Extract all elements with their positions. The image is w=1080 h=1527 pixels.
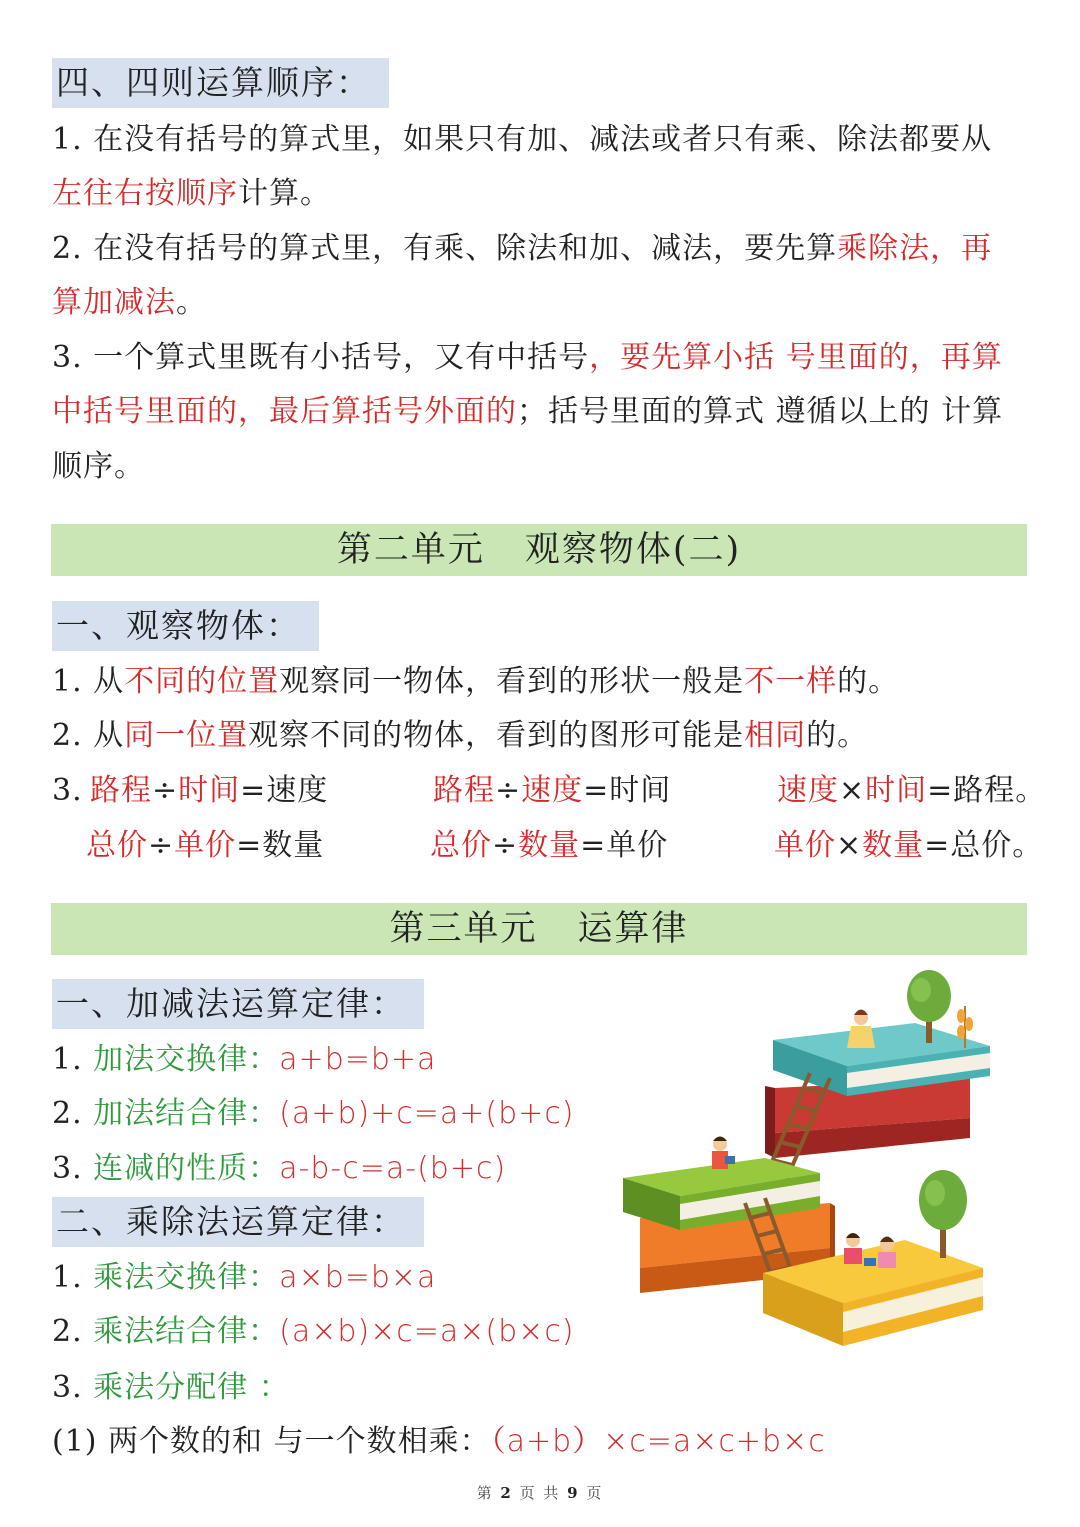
text: 的。 xyxy=(806,718,869,753)
observe-rule-1 xyxy=(52,664,899,700)
text: =时间 xyxy=(583,773,672,808)
text: =单价 xyxy=(580,828,669,863)
text: (1) 两个数的和 与一个数相乘： xyxy=(52,1424,491,1459)
order-rule-3-line-3 xyxy=(52,449,145,485)
order-rule-3-line-1 xyxy=(52,340,1003,376)
law-name: 乘法分配律 ： xyxy=(93,1370,290,1405)
text: 1. 在没有括号的算式里，如果只有加、减法或者只有乘、除法都要从 xyxy=(52,122,993,157)
order-rule-1-line-1 xyxy=(52,122,992,158)
order-rule-1-line-2 xyxy=(52,176,331,212)
highlight-text: 乘除法，再 xyxy=(837,231,993,266)
operator: × xyxy=(836,828,863,863)
text: 的。 xyxy=(837,664,900,699)
law-name: 加法结合律： xyxy=(93,1096,280,1131)
text: =数量 xyxy=(236,828,325,863)
text: 3. xyxy=(52,1151,94,1186)
text: 1. xyxy=(52,1042,94,1077)
text: 2. xyxy=(52,1096,94,1131)
text: 3. 一个算式里既有小括号，又有中括号 xyxy=(52,340,590,375)
tree-icon xyxy=(919,1170,967,1258)
highlight-text: 单价 xyxy=(174,828,237,863)
law-formula: a+b=b+a xyxy=(279,1042,437,1077)
unit-number: 第二单元 xyxy=(336,530,485,570)
text: =速度 xyxy=(240,773,329,808)
law-name: 乘法结合律： xyxy=(93,1314,280,1349)
mul-law-3 xyxy=(52,1370,290,1406)
highlight-text: 速度 xyxy=(521,773,584,808)
operator: ÷ xyxy=(495,773,522,808)
observe-rule-2 xyxy=(52,718,868,754)
add-law-3 xyxy=(52,1151,506,1187)
add-law-1 xyxy=(52,1042,436,1078)
unit-title: 运算律 xyxy=(577,909,689,949)
section-heading-observing-objects: 一、观察物体： xyxy=(52,601,319,651)
text: 2. xyxy=(52,1314,94,1349)
law-name: 乘法交换律： xyxy=(93,1260,280,1295)
law-formula: (a×b)×c=a×(b×c) xyxy=(279,1314,575,1349)
formula-number: 3. xyxy=(52,773,83,808)
text: 2. 从 xyxy=(52,718,125,753)
operator: ÷ xyxy=(148,828,175,863)
highlight-text: 左往右按顺序 xyxy=(52,176,238,211)
highlight-text: 路程 xyxy=(433,773,495,808)
text: 第 xyxy=(476,1484,494,1502)
highlight-text: 路程 xyxy=(90,773,152,808)
unit-title: 观察物体(二) xyxy=(524,530,742,570)
unit-number: 第三单元 xyxy=(389,909,538,949)
order-rule-2-line-1 xyxy=(52,231,992,267)
text: =总价。 xyxy=(924,828,1044,863)
unit-3-banner xyxy=(51,903,1027,955)
section-heading-mul-div-laws: 二、乘除法运算定律： xyxy=(52,1197,424,1247)
law-formula: (a+b)+c=a+(b+c) xyxy=(279,1096,575,1131)
text: 1. 从 xyxy=(52,664,125,699)
law-formula: a-b-c=a-(b+c) xyxy=(279,1151,507,1186)
operator: ÷ xyxy=(152,773,179,808)
highlight-text: 总价 xyxy=(430,828,492,863)
text: 页 xyxy=(586,1484,604,1502)
books-with-children-illustration xyxy=(615,968,1000,1363)
text: 观察不同的物体，看到的图形可能是 xyxy=(248,718,745,753)
order-rule-3-line-2 xyxy=(52,394,1003,430)
formula-distance xyxy=(777,773,1046,809)
highlight-text: 数量 xyxy=(862,828,925,863)
highlight-text: 速度 xyxy=(777,773,839,808)
text: ；括号里面的算式 遵循以上的 计算 xyxy=(517,394,1004,429)
mul-law-2 xyxy=(52,1314,575,1350)
highlight-text: 总价 xyxy=(86,828,148,863)
girl-reading-icon xyxy=(847,1010,875,1049)
law-name: 加法交换律： xyxy=(93,1042,280,1077)
text: 顺序。 xyxy=(52,449,145,484)
distributive-case-1 xyxy=(52,1424,826,1460)
highlight-text: 单价 xyxy=(774,828,836,863)
formula-speed xyxy=(90,773,328,809)
law-formula: （a+b）×c=a×c+b×c xyxy=(490,1424,826,1459)
text: 计算。 xyxy=(238,176,331,211)
order-rule-2-line-2 xyxy=(52,285,207,321)
highlight-text: 时间 xyxy=(865,773,928,808)
text: =路程。 xyxy=(927,773,1047,808)
text: 2. 在没有括号的算式里，有乘、除法和加、减法，要先算 xyxy=(52,231,838,266)
highlight-text: 算加减法 xyxy=(52,285,176,320)
highlight-text: 中括号里面的，最后算括号外面的 xyxy=(52,394,517,429)
section-heading-add-sub-laws: 一、加减法运算定律： xyxy=(52,979,424,1029)
page-total: 9 xyxy=(567,1484,580,1502)
formula-unit-price xyxy=(430,828,668,864)
law-formula: a×b=b×a xyxy=(279,1260,437,1295)
highlight-text: 时间 xyxy=(178,773,241,808)
highlight-text: 相同 xyxy=(744,718,807,753)
text: 页 共 xyxy=(519,1484,561,1502)
page-footer xyxy=(0,1482,1080,1503)
section-heading-order-of-operations: 四、四则运算顺序： xyxy=(52,58,389,108)
formula-total-price xyxy=(774,828,1043,864)
operator: × xyxy=(839,773,866,808)
highlight-text: 不一样 xyxy=(744,664,838,699)
highlight-text: 同一位置 xyxy=(124,718,249,753)
text: 观察同一物体，看到的形状一般是 xyxy=(279,664,745,699)
mul-law-1 xyxy=(52,1260,436,1296)
highlight-text: 数量 xyxy=(518,828,581,863)
add-law-2 xyxy=(52,1096,575,1132)
text: 。 xyxy=(176,285,207,320)
formula-quantity xyxy=(86,828,324,864)
highlight-text: ，要先算小括 号里面的，再算 xyxy=(589,340,1003,375)
unit-2-banner xyxy=(51,524,1027,576)
text: 3. xyxy=(52,1370,94,1405)
text: 1. xyxy=(52,1260,94,1295)
formula-time xyxy=(433,773,671,809)
law-name: 连减的性质： xyxy=(93,1151,280,1186)
highlight-text: 不同的位置 xyxy=(124,664,280,699)
operator: ÷ xyxy=(492,828,519,863)
page-number: 2 xyxy=(500,1484,513,1502)
